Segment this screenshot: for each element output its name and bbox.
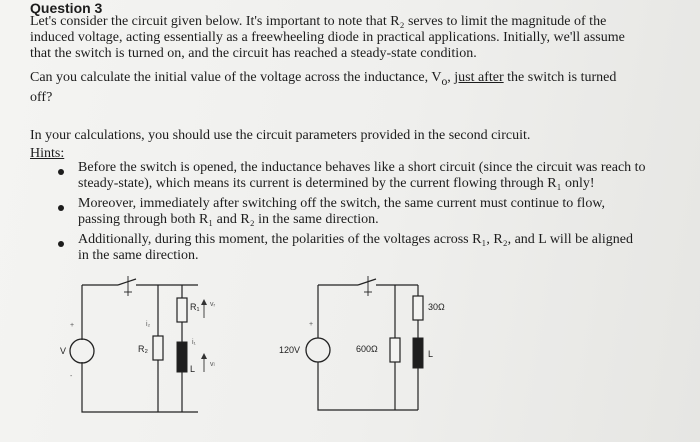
c1-vr-arrowhead [201,299,207,305]
c1-switch [118,276,136,296]
c1-resistor-r2 [153,336,163,360]
intro-line-3: that the switch is turned on, and the circuit has reached a steady-state condition. [30,46,477,61]
intro-line-2: induced voltage, acting essentially as a freewheeling diode in practical applications. Initially, we'll assume [30,30,625,45]
hint-1-line-1: Before the switch is opened, the inductance behaves like a short circuit (since the circuit was reach to [78,160,646,175]
c2-resistor-600 [390,338,400,362]
circuit-2 [279,276,445,410]
hints-heading: Hints: [30,146,65,161]
c1-vr-label: vᵣ [210,301,216,308]
c2-l-label: L [428,349,434,359]
c2-shunt-label: 600Ω [356,344,378,354]
c2-series-label: 30Ω [428,302,445,312]
calculation-note: In your calculations, you should use the circuit parameters provided in the second circuit. [30,128,531,143]
c2-switch [358,276,376,296]
just-after-underlined: just after [454,70,504,85]
c1-inductor-l [177,342,187,372]
c1-r2-label: R₂ [138,344,148,354]
c1-source-plus: + [70,322,75,329]
hint-2-line-2: passing through both R₁ and R₂ in the same direction. [78,212,379,227]
c2-inductor-l [413,338,423,368]
c1-vl-arrowhead [201,353,207,359]
question-line-2: off? [30,89,53,105]
c1-i2-label: i₂ [146,321,151,328]
hint-3-line-1: Additionally, during this moment, the polarities of the voltages across R₁, R₂, and L will be aligned [78,232,634,247]
c1-vl-label: vₗ [210,361,215,368]
c1-i1-label: i₁ [192,339,196,346]
c2-resistor-30 [413,296,423,320]
c1-voltage-source [70,339,94,363]
c2-source-plus: + [309,321,314,328]
circuit-1 [60,276,216,412]
c2-wire-bottom [318,362,418,410]
c1-source-minus: - [70,373,73,380]
c1-source-label: V [60,346,67,356]
c1-r1-label: R₁ [190,302,200,312]
c1-l-label: L [190,364,196,374]
question-text-b: , [447,70,455,85]
c2-voltage-source [306,338,330,362]
question-text-c: the switch is turned [503,70,617,85]
c1-resistor-r1 [177,298,187,322]
vo-subscript: o [441,74,448,88]
c2-source-label: 120V [279,345,301,355]
hint-2-line-1: Moreover, immediately after switching off the switch, the same current must continue to flow, [78,196,606,211]
question-title: Question 3 [30,0,103,16]
hint-1-line-2: steady-state), which means its current is determined by the current flowing through R₁ only! [78,176,595,191]
hint-3-line-2: in the same direction. [78,248,199,263]
intro-line-1: Let's consider the circuit given below. It's important to note that R₂ serves to limit the magnitude of the [30,14,607,29]
question-text-a: Can you calculate the initial value of the voltage across the inductance, V [30,70,442,85]
